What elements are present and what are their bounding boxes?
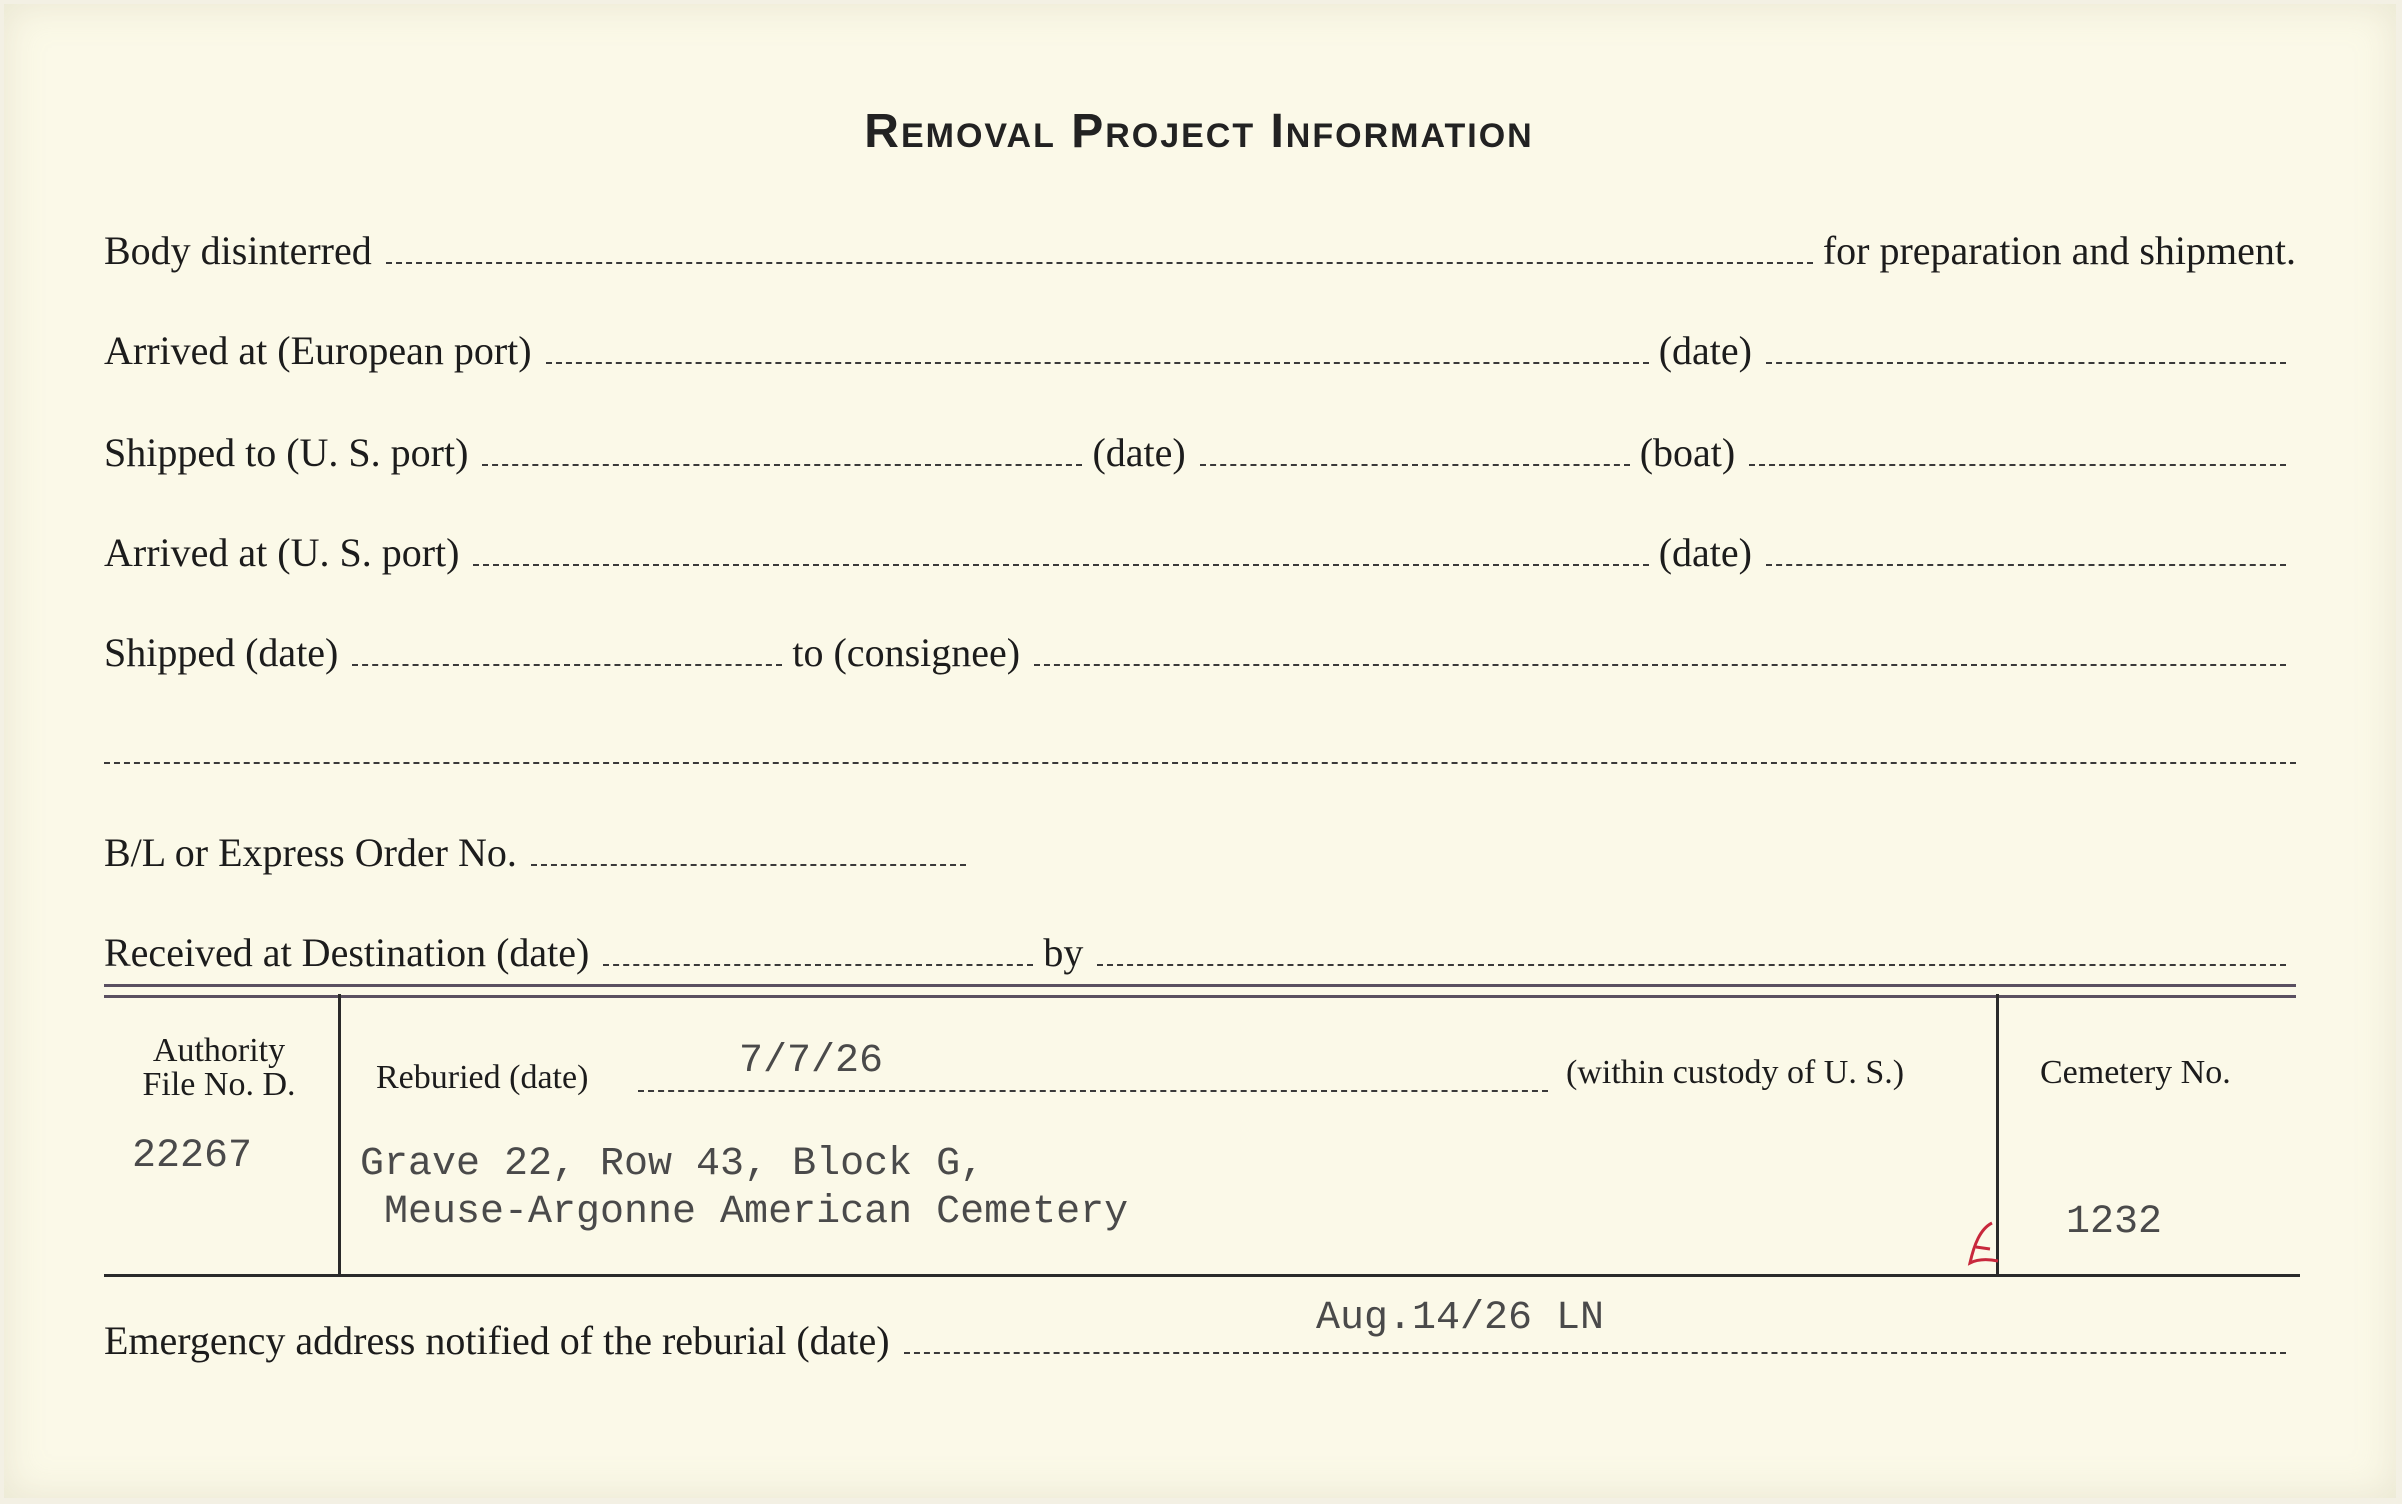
divider-left <box>338 994 341 1274</box>
authority-line-1: Authority <box>152 1032 286 1069</box>
label-arrived-european: Arrived at (European port) <box>104 328 532 373</box>
grave-location-line-2: Meuse-Argonne American Cemetery <box>384 1190 1129 1235</box>
fill-bl-express[interactable] <box>531 864 966 866</box>
fill-european-port[interactable] <box>546 362 1649 364</box>
label-to-consignee: to (consignee) <box>792 630 1021 675</box>
label-arrived-us: Arrived at (U. S. port) <box>104 530 460 575</box>
label-date: (date) <box>1658 328 1752 373</box>
fill-received-date[interactable] <box>603 964 1033 966</box>
fill-received-by[interactable] <box>1097 964 2286 966</box>
fill-consignee[interactable] <box>1034 664 2286 666</box>
fill-reburied-date[interactable] <box>638 1090 1548 1092</box>
label-shipped-to-us: Shipped to (U. S. port) <box>104 430 469 475</box>
label-body-disinterred: Body disinterred <box>104 228 372 273</box>
authority-line-2: File No. D. <box>142 1066 296 1103</box>
record-card <box>4 4 2396 1498</box>
label-received-destination: Received at Destination (date) <box>104 930 590 975</box>
row-emergency-address <box>104 1304 2296 1364</box>
row-arrived-us <box>104 516 2296 576</box>
within-custody-label: (within custody of U. S.) <box>1566 1054 1905 1091</box>
fill-emergency-date[interactable] <box>904 1352 2286 1354</box>
authority-file-number: 22267 <box>132 1134 253 1179</box>
emergency-date-value: Aug.14/26 LN <box>1316 1296 1605 1341</box>
label-emergency-address: Emergency address notified of the reburial (date) <box>104 1318 890 1363</box>
label-shipped-date: Shipped (date) <box>104 630 339 675</box>
label-bl-express: B/L or Express Order No. <box>104 830 517 875</box>
label-by: by <box>1043 930 1084 975</box>
row-shipped-consignee <box>104 616 2296 676</box>
row-body-disinterred <box>104 214 2296 274</box>
card-title: Removal Project Information <box>864 105 1534 158</box>
fill-european-date[interactable] <box>1766 362 2286 364</box>
label-date: (date) <box>1658 530 1752 575</box>
fill-us-port[interactable] <box>482 464 1082 466</box>
label-boat: (boat) <box>1639 430 1736 475</box>
cemetery-number-value: 1232 <box>2066 1200 2163 1245</box>
grave-location-line-1: Grave 22, Row 43, Block G, <box>360 1142 985 1187</box>
fill-consignee-continued[interactable] <box>104 762 2296 764</box>
label-date: (date) <box>1092 430 1186 475</box>
fill-body-disinterred[interactable] <box>386 262 1813 264</box>
fill-boat[interactable] <box>1749 464 2286 466</box>
reburied-label: Reburied (date) <box>376 1059 589 1096</box>
row-shipped-us <box>104 416 2296 476</box>
authority-label <box>104 1034 334 1102</box>
red-check-mark <box>1966 1219 2002 1267</box>
fill-us-arrival-port[interactable] <box>473 564 1648 566</box>
fill-shipped-date[interactable] <box>1200 464 1630 466</box>
reburied-date-value: 7/7/26 <box>739 1039 884 1084</box>
row-arrived-european <box>104 314 2296 374</box>
fill-shipped-on-date[interactable] <box>352 664 782 666</box>
section-divider-double <box>104 984 2296 998</box>
cemetery-number-label: Cemetery No. <box>2040 1054 2231 1091</box>
fill-us-arrival-date[interactable] <box>1766 564 2286 566</box>
section-bottom-rule <box>104 1274 2300 1277</box>
row-received-destination <box>104 916 2296 976</box>
row-bl-express <box>104 816 976 876</box>
label-for-preparation: for preparation and shipment. <box>1822 228 2296 273</box>
